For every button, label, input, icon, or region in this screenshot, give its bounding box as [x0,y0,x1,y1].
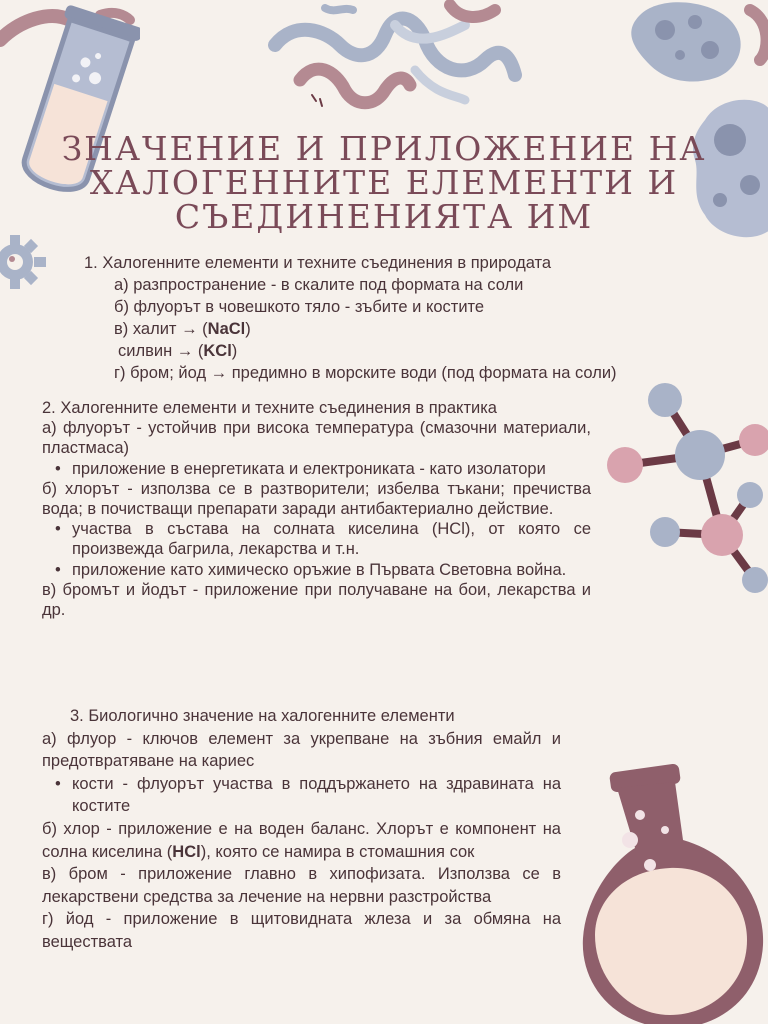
section-2-bullet-b1: • участва в състава на солната киселина (HCl), от която се произвежда багрила, лекарства и т.н. [42,519,591,559]
worm-mauve-decoration [290,45,420,120]
formula-kcl: KCl [203,342,232,360]
section-3-item-c: в) бром - приложение главно в хипофизата. Използва се в лекарствени средства за лечение на нервни разстройства [42,865,561,906]
formula-hcl: HCl [172,842,201,861]
page-title [60,129,708,236]
section-1-item-a: а) разпространение - в скалите под формата на соли [114,276,524,294]
molecule-illustration [600,380,768,600]
title-line-2: ХАЛОГЕННИТЕ ЕЛЕМЕНТИ И [89,163,679,202]
section-1-item-c: в) халит → (NaCl) [114,320,251,338]
section-2-item-a: а) флуорът - устойчив при висока температура (смазочни материали, пластмаса) [42,419,591,458]
section-3-item-a: а) флуор - ключов елемент за укрепване на зъбния емайл и предотвратяване на кариес [42,729,561,771]
section-3-bullet-a: • кости - флуорът участва в поддържането на здравината на костите [42,773,561,818]
flask-illustration [575,760,768,1024]
title-line-3: СЪЕДИНЕНИЯТА ИМ [174,197,594,236]
section-1-item-e: г) бром; йод → предимно в морските води (под формата на соли) [114,364,617,382]
section-2-bullet-b2: • приложение като химическо оръжие в Първата Световна война. [42,560,591,580]
section-3-item-b: б) хлор - приложение е на воден баланс. Хлорът е компонент на солна киселина (HCl), която се намира в стомашния сок [42,819,561,861]
section-2-bullet-a: • приложение в енергетиката и електрониката - като изолатори [42,459,591,479]
section-2 [42,398,591,620]
gear-icon [0,225,60,300]
section-1-item-b: б) флуорът в човешкото тяло - зъбите и костите [114,298,485,316]
section-3 [42,705,561,954]
formula-nacl: NaCl [207,320,246,338]
section-2-heading: 2. Халогенните елементи и техните съединения в практика [42,399,497,417]
section-1 [84,253,694,384]
section-3-heading: 3. Биологично значение на халогенните елементи [70,707,455,725]
section-1-item-d: силвин → (KCl) [118,342,238,360]
section-3-item-d: г) йод - приложение в щитовидната жлеза и за обмяна на веществата [42,910,561,951]
section-2-item-b: б) хлорът - използва се в разтворители; избелва тъкани; пречиства вода; в почистващи препарати заради антибактериално действие. [42,479,591,519]
title-line-1: ЗНАЧЕНИЕ И ПРИЛОЖЕНИЕ НА [61,129,707,168]
section-1-heading: 1. Халогенните елементи и техните съединения в природата [84,254,552,272]
squiggle-decoration [440,0,510,30]
section-2-item-c: в) бромът и йодът - приложение при получаване на бои, лекарства и др. [42,580,591,620]
